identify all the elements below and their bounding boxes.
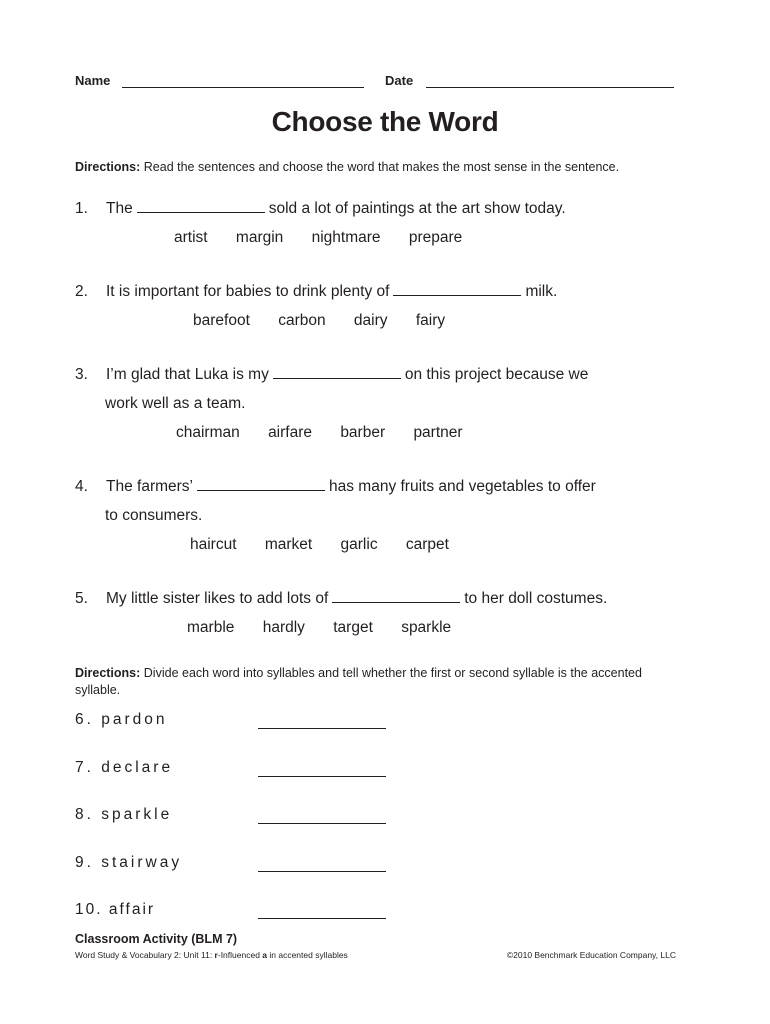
syllable-word: sparkle: [101, 806, 173, 823]
name-label: Name: [75, 73, 111, 88]
syllable-word: pardon: [101, 711, 168, 728]
choice-word: marble: [187, 619, 235, 636]
choice-word: chairman: [176, 424, 240, 441]
syllable-word: stairway: [101, 854, 183, 871]
footer-subtitle: Word Study & Vocabulary 2: Unit 11: r-Influenced a in accented syllables: [75, 950, 348, 960]
directions-text: Read the sentences and choose the word that makes the most sense in the sentence.: [143, 160, 620, 174]
date-field[interactable]: [426, 87, 674, 88]
choice-word: airfare: [268, 424, 312, 441]
choices-4: [190, 536, 473, 554]
date-label: Date: [385, 73, 414, 88]
choice-word: dairy: [353, 312, 388, 329]
choice-word: hardly: [262, 619, 305, 636]
choice-word: barefoot: [193, 312, 250, 329]
answer-line[interactable]: [258, 776, 386, 777]
question-text-after: on this project because we: [404, 366, 589, 383]
answer-line[interactable]: [258, 871, 386, 872]
question-number: 3.: [75, 366, 88, 383]
question-1: [75, 200, 566, 218]
item-number: 7.: [75, 759, 94, 776]
question-text-before: It is important for babies to drink plenty of: [106, 283, 390, 300]
choice-word: haircut: [190, 536, 237, 553]
question-number: 4.: [75, 478, 88, 495]
answer-blank[interactable]: [137, 211, 265, 213]
choice-word: sparkle: [401, 619, 452, 636]
footer-title: Classroom Activity (BLM 7): [75, 932, 238, 946]
answer-line[interactable]: [258, 918, 386, 919]
choice-word: market: [264, 536, 313, 553]
question-2: [75, 283, 557, 301]
syllable-word: declare: [101, 759, 174, 776]
question-number: 2.: [75, 283, 88, 300]
question-4-continued: to consumers.: [105, 507, 203, 524]
answer-blank[interactable]: [273, 377, 401, 379]
question-text-after: has many fruits and vegetables to offer: [329, 478, 596, 495]
answer-blank[interactable]: [332, 601, 460, 603]
choice-word: partner: [413, 424, 463, 441]
item-number: 6.: [75, 711, 94, 728]
answer-blank[interactable]: [393, 294, 521, 296]
choice-word: prepare: [408, 229, 463, 246]
section2-directions: [75, 665, 655, 699]
syllable-word: affair: [108, 901, 156, 918]
syllable-item-9: [75, 854, 182, 872]
page-title: Choose the Word: [271, 106, 499, 137]
question-text-after: to her doll costumes.: [464, 590, 608, 607]
question-4: [75, 478, 596, 496]
choices-1: [174, 229, 486, 247]
question-text-before: My little sister likes to add lots of: [106, 590, 329, 607]
item-number: 10.: [75, 901, 103, 918]
name-field[interactable]: [122, 87, 364, 88]
choice-word: fairy: [415, 312, 446, 329]
question-number: 1.: [75, 200, 88, 217]
directions-text: Divide each word into syllables and tell whether the first or second syllable is the accented syllable.: [75, 666, 642, 697]
directions-label: Directions:: [75, 160, 141, 174]
choice-word: carpet: [405, 536, 449, 553]
question-text-before: I’m glad that Luka is my: [106, 366, 269, 383]
question-text-before: The: [106, 200, 133, 217]
item-number: 8.: [75, 806, 94, 823]
question-text-after: milk.: [525, 283, 558, 300]
choice-word: nightmare: [311, 229, 381, 246]
choices-3: [176, 424, 487, 442]
answer-blank[interactable]: [197, 489, 325, 491]
footer-copyright: ©2010 Benchmark Education Company, LLC: [506, 950, 676, 960]
syllable-item-7: [75, 759, 173, 777]
syllable-item-6: [75, 711, 168, 729]
section1-directions: [75, 159, 715, 176]
choice-word: artist: [174, 229, 208, 246]
item-number: 9.: [75, 854, 94, 871]
syllable-item-8: [75, 806, 172, 824]
question-3-continued: work well as a team.: [105, 395, 246, 412]
choice-word: margin: [235, 229, 284, 246]
choice-word: barber: [340, 424, 386, 441]
question-text-after: sold a lot of paintings at the art show today.: [268, 200, 566, 217]
choices-2: [193, 312, 469, 330]
choice-word: garlic: [340, 536, 378, 553]
choice-word: carbon: [278, 312, 326, 329]
choice-word: target: [333, 619, 373, 636]
question-5: [75, 590, 607, 608]
choices-5: [187, 619, 475, 637]
question-text-before: The farmers’: [106, 478, 193, 495]
question-3: [75, 366, 588, 384]
answer-line[interactable]: [258, 728, 386, 729]
question-number: 5.: [75, 590, 88, 607]
answer-line[interactable]: [258, 823, 386, 824]
syllable-item-10: [75, 901, 155, 919]
directions-label: Directions:: [75, 666, 141, 680]
